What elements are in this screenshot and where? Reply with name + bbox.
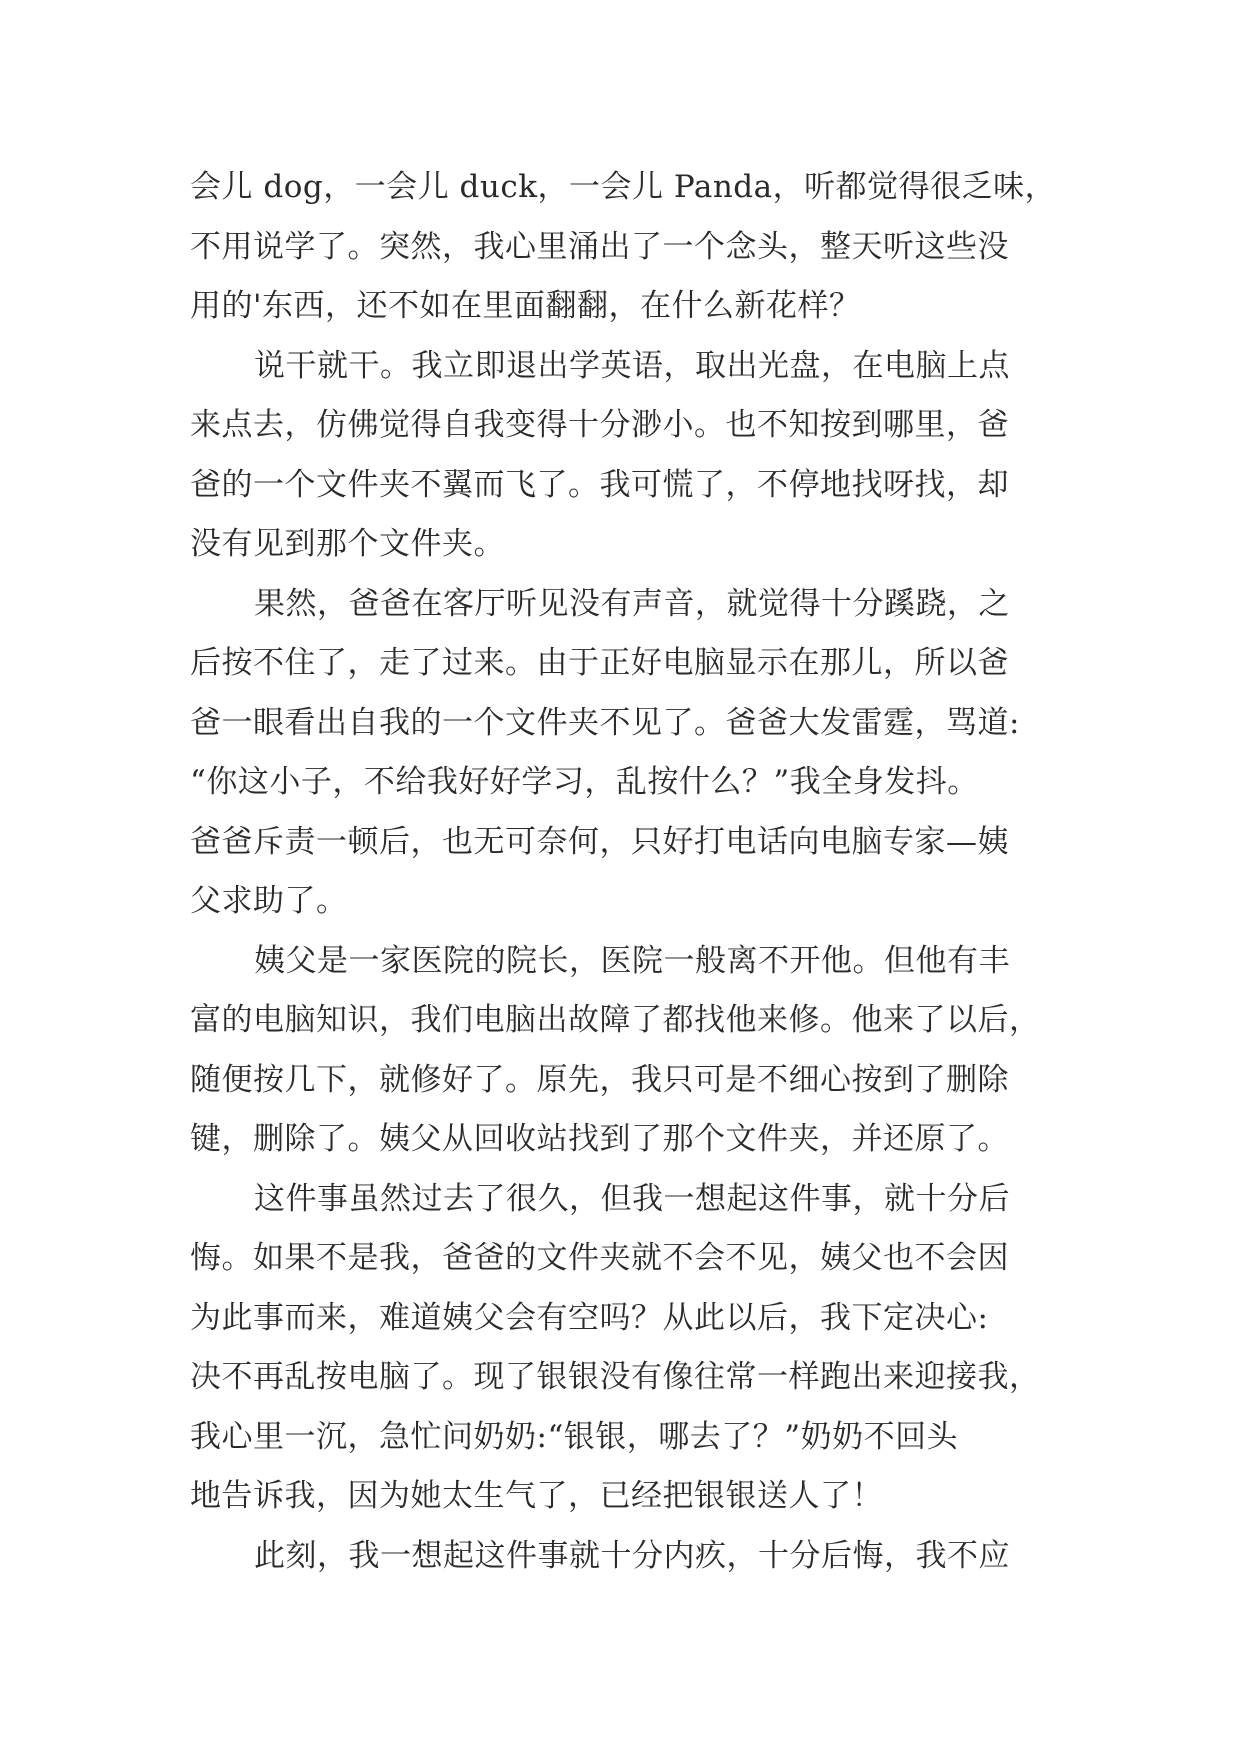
text-line: 爸一眼看出自我的一个文件夹不见了。爸爸大发雷霆，骂道: — [190, 704, 1020, 741]
text-line: 富的电脑知识，我们电脑出故障了都找他来修。他来了以后， — [190, 1002, 1041, 1038]
text-line: 不用说学了。突然，我心里涌出了一个念头，整天听这些没 — [190, 228, 1009, 265]
document-body — [190, 158, 1070, 1586]
paragraph-first-line: 果然，爸爸在客厅听见没有声音，就觉得十分蹊跷，之 — [254, 585, 1010, 622]
text-line: 父求助了。 — [190, 883, 348, 919]
text-line: 决不再乱按电脑了。现了银银没有像往常一样跑出来迎接我， — [190, 1359, 1041, 1395]
text-line: 爸的一个文件夹不翼而飞了。我可慌了，不停地找呀找，却 — [190, 466, 1009, 503]
text-line: 用的'东西，还不如在里面翻翻，在什么新花样？ — [190, 288, 861, 324]
text-line: 来点去，仿佛觉得自我变得十分渺小。也不知按到哪里，爸 — [190, 407, 1009, 443]
text-line: “你这小子，不给我好好学习，乱按什么？”我全身发抖。 — [190, 764, 979, 800]
text-line: 后按不住了，走了过来。由于正好电脑显示在那儿，所以爸 — [190, 645, 1009, 681]
text-line: 会儿 dog，一会儿 duck，一会儿 Panda，听都觉得很乏味， — [190, 169, 1057, 205]
text-line: 没有见到那个文件夹。 — [190, 526, 505, 562]
text-line: 键，删除了。姨父从回收站找到了那个文件夹，并还原了。 — [190, 1121, 1009, 1157]
text-line: 地告诉我，因为她太生气了，已经把银银送人了！ — [190, 1478, 883, 1514]
text-line: 爸爸斥责一顿后，也无可奈何，只好打电话向电脑专家—姨 — [190, 823, 1009, 860]
text-line: 为此事而来，难道姨父会有空吗？从此以后，我下定决心: — [190, 1299, 989, 1336]
paragraph-first-line: 此刻，我一想起这件事就十分内疚，十分后悔，我不应 — [254, 1537, 1010, 1574]
paragraph-first-line: 这件事虽然过去了很久，但我一想起这件事，就十分后 — [254, 1180, 1010, 1217]
text-line: 悔。如果不是我，爸爸的文件夹就不会不见，姨父也不会因 — [190, 1240, 1009, 1276]
paragraph-first-line: 姨父是一家医院的院长，医院一般离不开他。但他有丰 — [254, 942, 1010, 979]
text-line: 随便按几下，就修好了。原先，我只可是不细心按到了删除 — [190, 1061, 1009, 1098]
paragraph-first-line: 说干就干。我立即退出学英语，取出光盘，在电脑上点 — [254, 347, 1010, 384]
text-line: 我心里一沉，急忙问奶奶:“银银，哪去了？”奶奶不回头 — [190, 1418, 959, 1455]
